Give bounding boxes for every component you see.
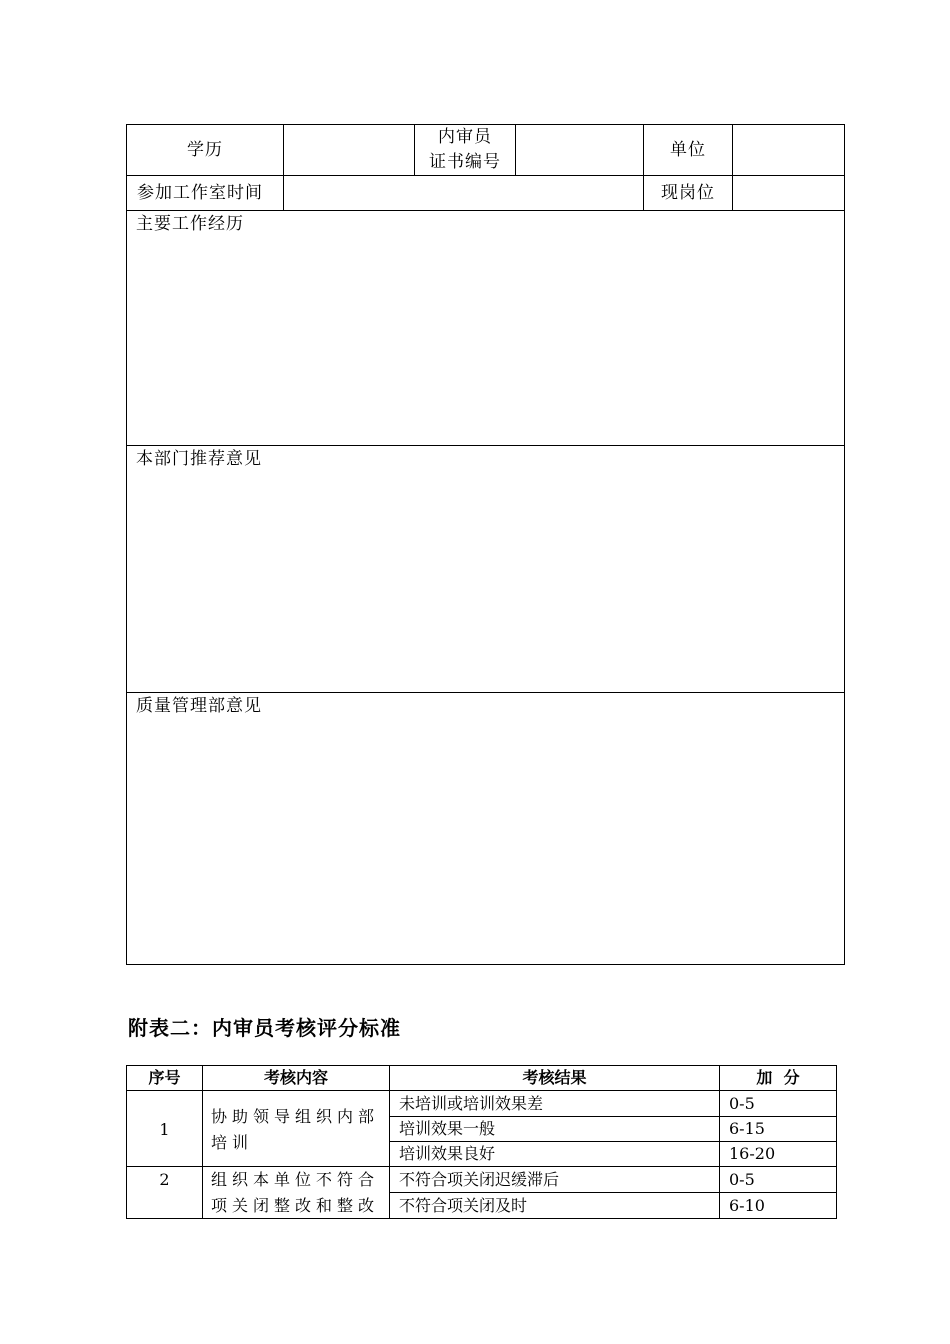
row1-result-1: 未培训或培训效果差 [399, 1094, 544, 1113]
header-score: 加 分 [756, 1068, 800, 1087]
row1-content-line1: 协助领导组织内部 [211, 1107, 380, 1126]
unit-field[interactable] [733, 125, 844, 175]
form-row-divider [126, 210, 845, 211]
row2-index: 2 [159, 1170, 170, 1189]
form-row-divider [126, 692, 845, 693]
join-time-field[interactable] [284, 176, 643, 210]
score-col-divider [389, 1065, 390, 1219]
score-border-top [126, 1065, 837, 1066]
score-row-divider [126, 1166, 837, 1167]
row1-index: 1 [159, 1120, 170, 1139]
score-row-divider [389, 1116, 837, 1117]
experience-label: 主要工作经历 [136, 214, 244, 234]
header-result: 考核结果 [522, 1068, 587, 1087]
row1-result-2: 培训效果一般 [399, 1119, 496, 1138]
row2-content-line1: 组织本单位不符合 [211, 1170, 380, 1189]
form-border-right [844, 124, 845, 965]
row2-result-1: 不符合项关闭迟缓滞后 [399, 1170, 560, 1189]
dept-opinion-field[interactable] [127, 471, 844, 691]
row2-content-line2: 项关闭整改和整改 [211, 1196, 380, 1215]
row2-score-2: 6-10 [729, 1196, 765, 1215]
education-field[interactable] [284, 125, 414, 175]
position-field[interactable] [733, 176, 844, 210]
score-border-right [836, 1065, 837, 1219]
join-time-label: 参加工作室时间 [137, 183, 263, 203]
cert-label-line1: 内审员 [438, 127, 492, 147]
row2-score-1: 0-5 [729, 1170, 755, 1189]
education-label: 学历 [187, 140, 223, 160]
cert-label-line2: 证书编号 [429, 152, 501, 172]
row1-content-line2: 培训 [211, 1133, 254, 1152]
quality-opinion-label: 质量管理部意见 [136, 696, 262, 716]
row2-result-2: 不符合项关闭及时 [399, 1196, 528, 1215]
row1-score-2: 6-15 [729, 1119, 765, 1138]
form-border-bottom [126, 964, 845, 965]
position-label: 现岗位 [661, 183, 715, 203]
score-row-divider [389, 1192, 837, 1193]
appendix-title: 附表二：内审员考核评分标准 [128, 1016, 401, 1040]
score-col-divider [202, 1065, 203, 1219]
form-row-divider [126, 445, 845, 446]
row1-result-3: 培训效果良好 [399, 1144, 496, 1163]
score-border-bottom [126, 1218, 837, 1219]
row1-score-1: 0-5 [729, 1094, 755, 1113]
score-header-divider [126, 1090, 837, 1091]
score-row-divider [389, 1141, 837, 1142]
dept-opinion-label: 本部门推荐意见 [136, 449, 262, 469]
header-index: 序号 [148, 1068, 181, 1087]
cert-number-field[interactable] [516, 125, 643, 175]
score-border-left [126, 1065, 127, 1219]
quality-opinion-field[interactable] [127, 718, 844, 963]
header-content: 考核内容 [263, 1068, 328, 1087]
experience-field[interactable] [127, 236, 844, 444]
score-col-divider [719, 1065, 720, 1219]
unit-label: 单位 [670, 140, 706, 160]
row1-score-3: 16-20 [729, 1144, 776, 1163]
